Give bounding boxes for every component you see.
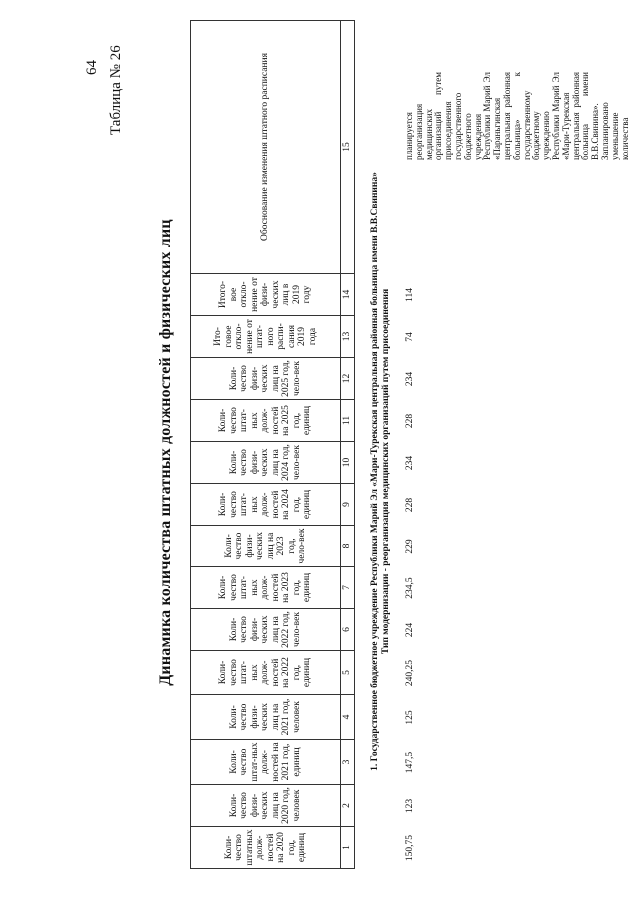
header-cell: Обоснование изменения штатного расписания bbox=[191, 21, 341, 274]
header-cell: Коли-чество штат-ных долж-ностей на 2022 год, единиц bbox=[191, 651, 341, 695]
header-cell: Коли-чество физи-ческих лиц на 2020 год, человек bbox=[191, 785, 341, 827]
page-title: Динамика количества штатных должностей и физических лиц bbox=[157, 219, 174, 686]
data-cell: 240,25 bbox=[405, 659, 415, 687]
header-cell: Коли-чество штат-ных долж-ностей на 2025 год, единиц bbox=[191, 400, 341, 442]
header-cell: Коли-чество физи-ческих лиц на 2024 год, чело-век bbox=[191, 442, 341, 484]
header-cell: Коли-чество штат-ных долж-ностей на 2024 год, единиц bbox=[191, 484, 341, 526]
header-row bbox=[191, 21, 341, 869]
justification-text: планируется реорганизация медицинских организаций путем присоединения государственного бюджетного учреждения Республики Марий Эл «Параньгинская центральная районная больница» к государственному бюджетному учреждению Республики Марий Эл «Мари-Турекская центральная районная больница имени В.В.Свинина». Запланировано уменьшение количества bbox=[404, 72, 630, 160]
header-cell: Коли-чество штат-ных долж-ностей на 2023 год, единиц bbox=[191, 567, 341, 609]
data-cell: 147,5 bbox=[405, 751, 415, 774]
header-cell: Коли-чество физи-ческих лиц на 2023 год, чело-век bbox=[191, 526, 341, 567]
data-cell: 234 bbox=[405, 371, 415, 387]
header-cell: Коли-чество физи-ческих лиц на 2021 год, человек bbox=[191, 695, 341, 740]
data-cell: 74 bbox=[405, 332, 415, 342]
page-number: 64 bbox=[84, 60, 100, 75]
staffing-table bbox=[190, 20, 355, 869]
data-cell: 234,5 bbox=[405, 577, 415, 599]
data-cell: 234 bbox=[405, 455, 415, 471]
column-number-row bbox=[341, 21, 355, 869]
data-cell: 125 bbox=[405, 710, 415, 725]
header-cell: Итого-вое откло-нение от физи-ческих лиц в 2019 году bbox=[191, 274, 341, 316]
header-cell: Коли-чество физи-ческих лиц на 2022 год, чело-век bbox=[191, 609, 341, 651]
column-number: 6 bbox=[341, 609, 355, 651]
column-number: 14 bbox=[341, 274, 355, 316]
column-number: 11 bbox=[341, 400, 355, 442]
header-cell: Коли-чество штат-ных долж-ностей на 2021 год, единиц bbox=[191, 740, 341, 785]
column-number: 9 bbox=[341, 484, 355, 526]
section-heading bbox=[370, 74, 392, 869]
column-number: 4 bbox=[341, 695, 355, 740]
column-number: 1 bbox=[341, 827, 355, 869]
data-cell: 228 bbox=[405, 413, 415, 429]
data-cell: 229 bbox=[405, 539, 415, 554]
column-number: 8 bbox=[341, 526, 355, 567]
column-number: 12 bbox=[341, 358, 355, 400]
header-cell: Коли-чество физи-ческих лиц на 2025 год, чело-век bbox=[191, 358, 341, 400]
data-cell: 150,75 bbox=[405, 834, 415, 862]
data-cell: 228 bbox=[405, 497, 415, 513]
column-number: 5 bbox=[341, 651, 355, 695]
column-number: 10 bbox=[341, 442, 355, 484]
column-number: 2 bbox=[341, 785, 355, 827]
section-subtitle: Тип модернизации - реорганизация медицинских организаций путем присоединения bbox=[381, 288, 391, 655]
column-number: 3 bbox=[341, 740, 355, 785]
data-cell: 224 bbox=[405, 622, 415, 638]
section-title: 1. Государственное бюджетное учреждение Республики Марий Эл «Мари-Турекская центральная районная больница имени В.В.Свинина» bbox=[370, 172, 380, 771]
table-number: Таблица № 26 bbox=[108, 45, 124, 135]
data-cell: 114 bbox=[405, 288, 415, 302]
header-cell: Ито-говое откло-нение от штат-ного распи-сания 2019 года bbox=[191, 316, 341, 358]
column-number: 15 bbox=[341, 21, 355, 274]
column-number: 13 bbox=[341, 316, 355, 358]
data-cell: 123 bbox=[405, 798, 415, 814]
column-number: 7 bbox=[341, 567, 355, 609]
header-cell: Коли-чество штатных долж-ностей на 2020 год, единиц bbox=[191, 827, 341, 869]
